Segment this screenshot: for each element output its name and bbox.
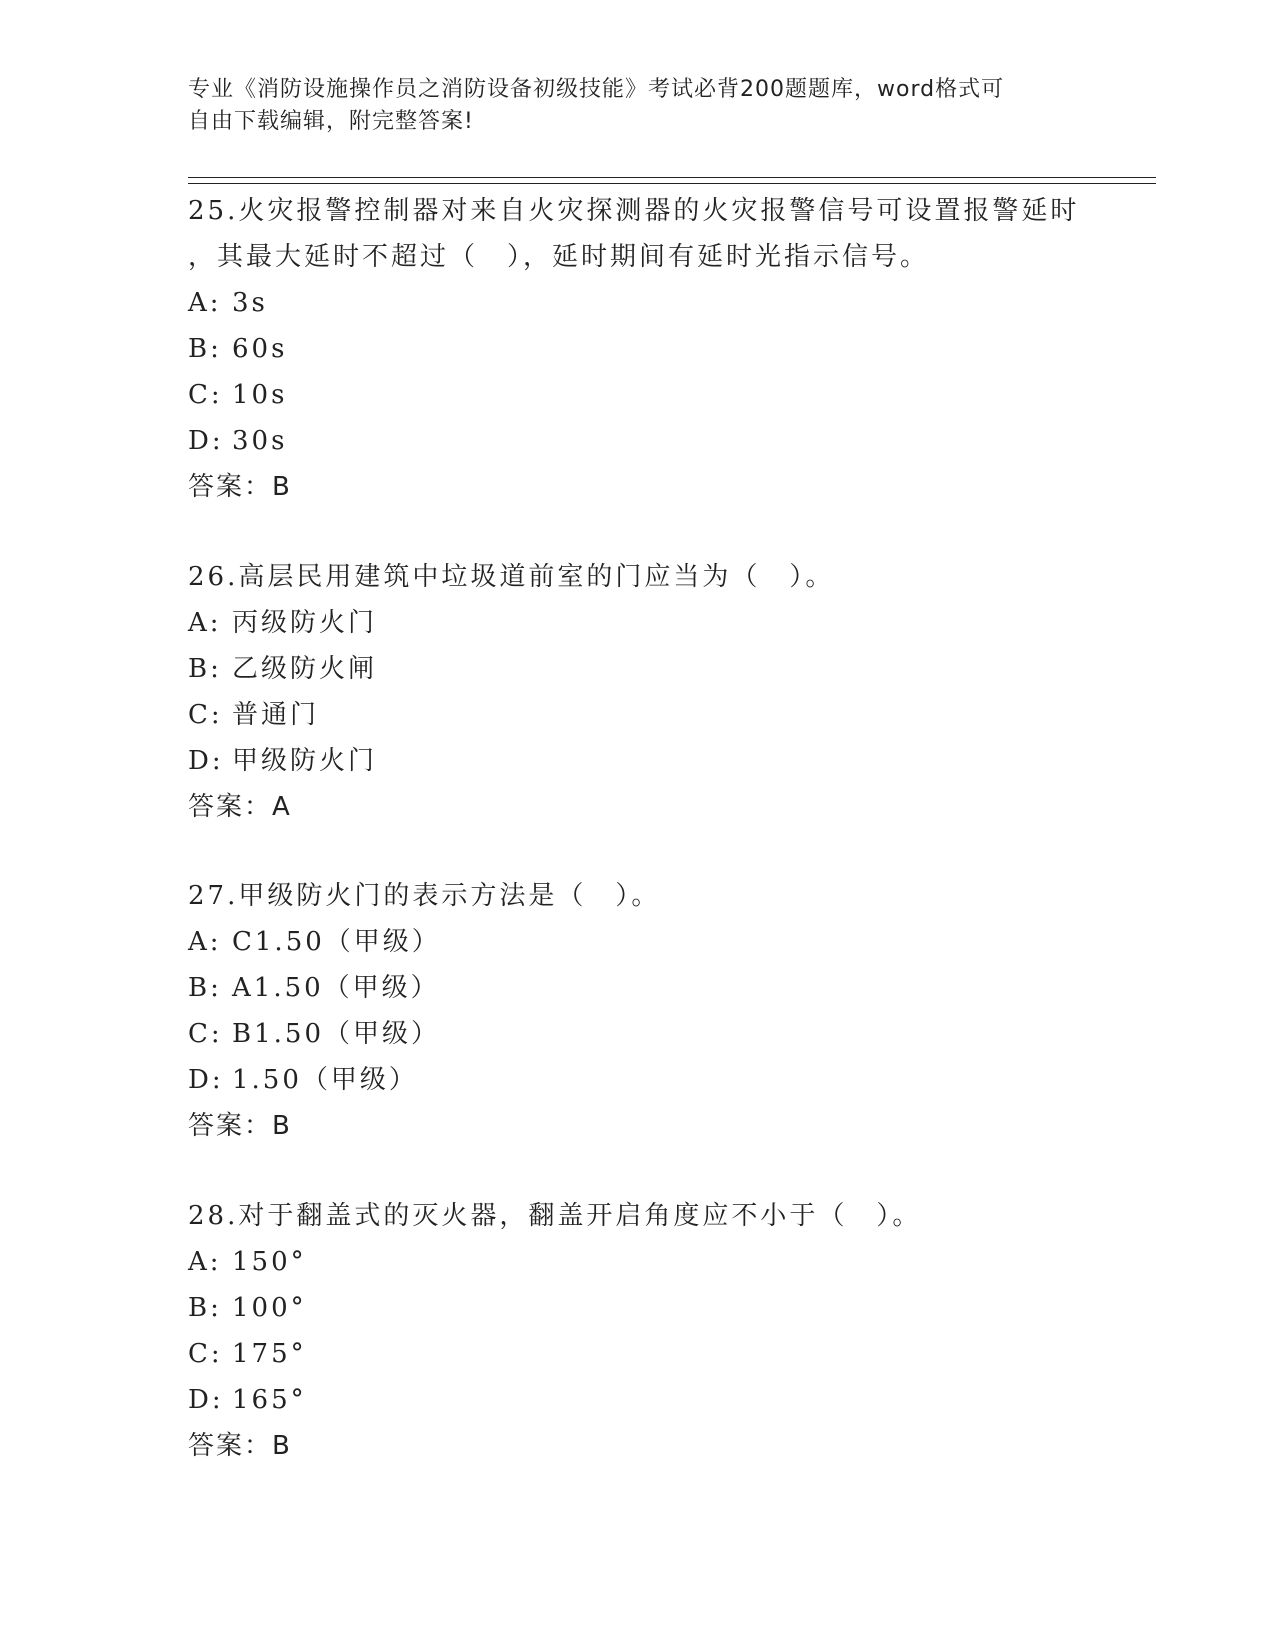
option-letter: D: (188, 426, 224, 456)
question-stem-line: 26.高层民用建筑中垃圾道前室的门应当为（ ）。 (188, 562, 835, 592)
option-text: 165° (232, 1385, 307, 1415)
answer-line: 答案：B (188, 472, 292, 502)
question-stem-line: 25.火灾报警控制器对来自火灾探测器的火灾报警信号可设置报警延时 (188, 196, 1080, 226)
option-text: A1.50（甲级） (232, 973, 440, 1003)
option-letter: D: (188, 1065, 224, 1095)
option-a (188, 919, 1088, 965)
header-line-1: 专业《消防设施操作员之消防设备初级技能》考试必背200题题库，word格式可 (188, 77, 1005, 102)
question-27 (188, 873, 1088, 1149)
option-text: 普通门 (232, 700, 320, 730)
answer-line: 答案：B (188, 1431, 292, 1461)
question-26 (188, 554, 1088, 830)
option-letter: D: (188, 746, 224, 776)
option-letter: C: (188, 1019, 223, 1049)
question-25 (188, 188, 1088, 510)
question-stem-line: 28.对于翻盖式的灭火器，翻盖开启角度应不小于（ ）。 (188, 1201, 922, 1231)
option-text: 丙级防火门 (232, 608, 378, 638)
option-letter: A: (188, 288, 222, 318)
option-d (188, 1377, 1088, 1423)
option-letter: B: (188, 654, 222, 684)
option-letter: A: (188, 927, 222, 957)
question-28 (188, 1193, 1088, 1469)
option-a (188, 1239, 1088, 1285)
option-letter: B: (188, 334, 222, 364)
question-stem-line: ，其最大延时不超过（ ），延时期间有延时光指示信号。 (188, 242, 930, 272)
option-letter: C: (188, 700, 223, 730)
option-text: 甲级防火门 (232, 746, 378, 776)
option-text: 175° (232, 1339, 307, 1369)
option-letter: A: (188, 1247, 222, 1277)
option-c (188, 1331, 1088, 1377)
option-letter: D: (188, 1385, 224, 1415)
option-letter: C: (188, 380, 223, 410)
option-b (188, 326, 1088, 372)
option-letter: B: (188, 973, 222, 1003)
header-line-2: 自由下载编辑，附完整答案! (188, 109, 474, 134)
option-b (188, 965, 1088, 1011)
option-text: 60s (232, 334, 288, 364)
option-d (188, 1057, 1088, 1103)
option-b (188, 1285, 1088, 1331)
answer-line: 答案：A (188, 792, 292, 822)
option-c (188, 372, 1088, 418)
header-divider-top (188, 177, 1156, 178)
option-text: 30s (232, 426, 288, 456)
document-header (188, 74, 1088, 138)
option-d (188, 738, 1088, 784)
answer-line: 答案：B (188, 1111, 292, 1141)
option-b (188, 646, 1088, 692)
option-text: 100° (232, 1293, 307, 1323)
header-divider-bottom (188, 183, 1156, 184)
option-a (188, 600, 1088, 646)
option-text: 10s (232, 380, 288, 410)
option-letter: B: (188, 1293, 222, 1323)
option-c (188, 1011, 1088, 1057)
option-a (188, 280, 1088, 326)
option-text: C1.50（甲级） (232, 927, 441, 957)
option-text: B1.50（甲级） (232, 1019, 440, 1049)
option-letter: A: (188, 608, 222, 638)
option-letter: C: (188, 1339, 223, 1369)
question-stem-line: 27.甲级防火门的表示方法是（ ）。 (188, 881, 661, 911)
option-d (188, 418, 1088, 464)
option-text: 乙级防火闸 (232, 654, 378, 684)
option-c (188, 692, 1088, 738)
option-text: 3s (232, 288, 268, 318)
option-text: 150° (232, 1247, 307, 1277)
option-text: 1.50（甲级） (232, 1065, 418, 1095)
